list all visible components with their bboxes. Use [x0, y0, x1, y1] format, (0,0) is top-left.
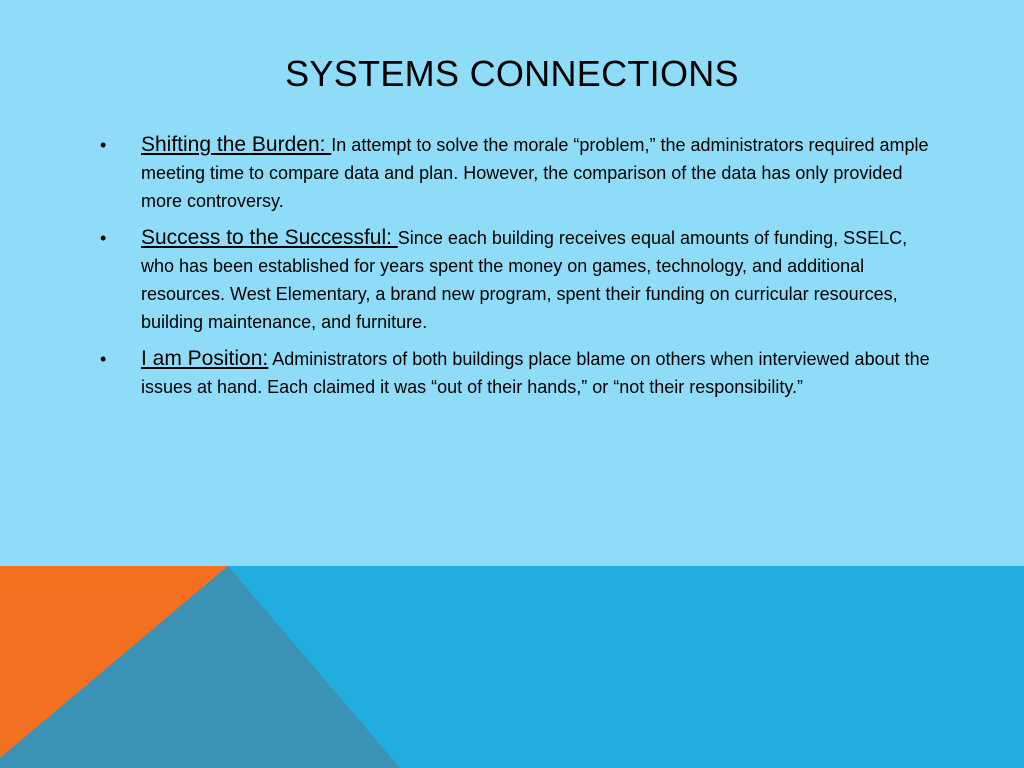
- decorative-band: [0, 566, 1024, 768]
- bullet-heading: Shifting the Burden:: [141, 133, 332, 156]
- bullet-item-success-to-the-successful: [96, 224, 936, 336]
- bullet-body: Administrators of both buildings place blame on others when interviewed about the issues at hand. Each claimed it was “out of their hands,” or “not their responsibility.”: [141, 349, 930, 397]
- bullet-body: Since each building receives equal amounts of funding, SSELC, who has been established for years spent the money on games, technology, and additional resources. West Elementary, a brand new program, spent their funding on curricular resources, building maintenance, and furniture.: [141, 228, 908, 332]
- slide-title: SYSTEMS CONNECTIONS: [285, 53, 739, 94]
- bullet-dot: •: [100, 228, 107, 248]
- bullet-list: [96, 131, 936, 410]
- bullet-item-shifting-the-burden: [96, 131, 936, 215]
- bullet-heading: Success to the Successful:: [141, 226, 398, 249]
- bullet-dot: •: [100, 135, 107, 155]
- bullet-item-i-am-position: [96, 345, 936, 401]
- bullet-heading: I am Position:: [141, 347, 269, 370]
- bullet-body: In attempt to solve the morale “problem,” the administrators required ample meeting time to compare data and plan. However, the comparison of the data has only provided more controversy.: [141, 135, 929, 211]
- bullet-dot: •: [100, 349, 107, 369]
